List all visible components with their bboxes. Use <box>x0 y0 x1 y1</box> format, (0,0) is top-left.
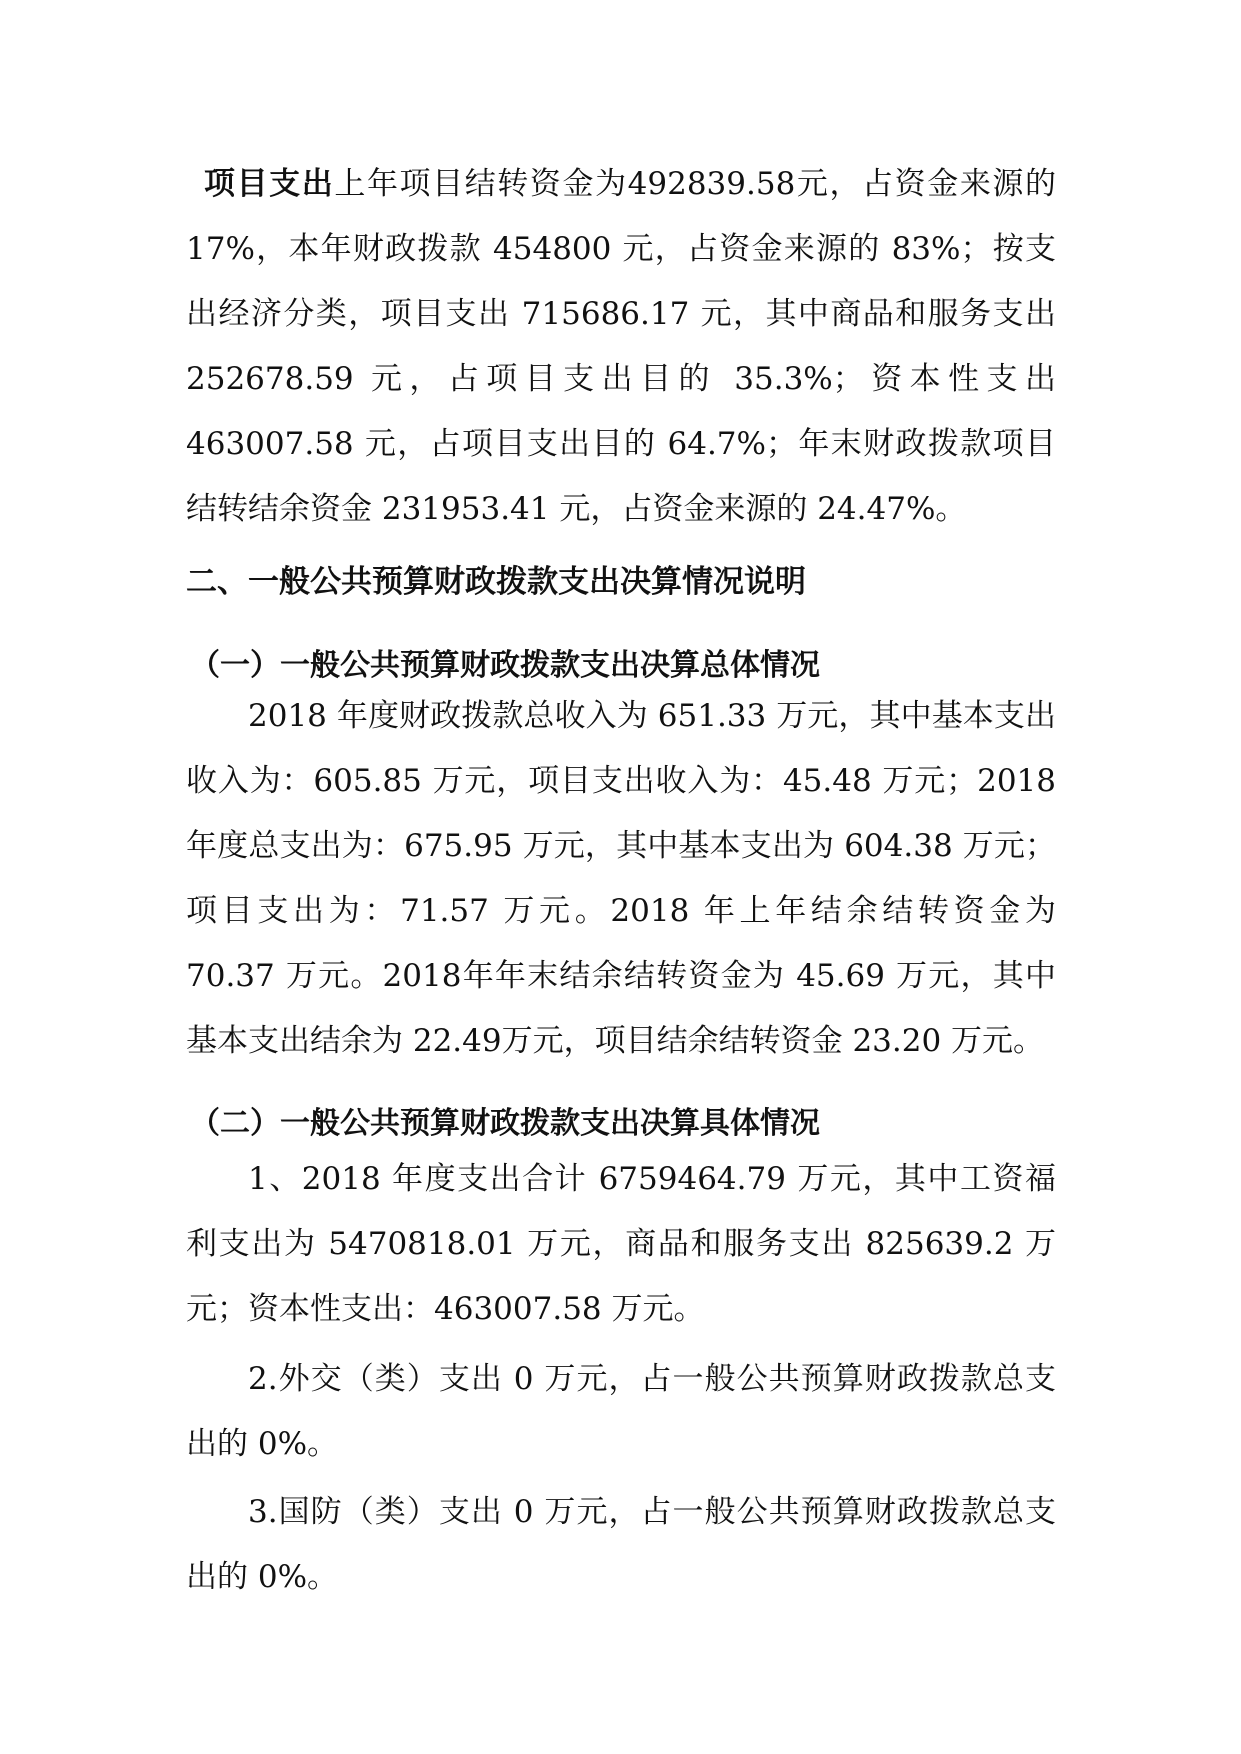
subsection-2-item-1: 1、2018 年度支出合计 6759464.79 万元，其中工资福利支出为 5470818.01 万元，商品和服务支出 825639.2 万元；资本性支出：463007.58 万元。 <box>186 1161 1056 1327</box>
project-expenditure-paragraph <box>186 152 1056 542</box>
subsection-2-title: （二）一般公共预算财政拨款支出决算具体情况 <box>190 1106 820 1141</box>
section-heading: 二、一般公共预算财政拨款支出决算情况说明 <box>186 564 806 600</box>
subsection-2-item-3: 3.国防（类）支出 0 万元，占一般公共预算财政拨款总支出的 0%。 <box>186 1494 1056 1595</box>
project-expenditure-text: 上年项目结转资金为492839.58元，占资金来源的17%，本年财政拨款 454800 元，占资金来源的 83%；按支出经济分类，项目支出 715686.17 元，其中商品和服务支出 252678.59 元，占项目支出目的 35.3%；资本性支出 463007.58 元，占项目支出目的 64.7%；年末财政拨款项目结转结余资金 231953.41 元，占资金来源的 24.47%。 <box>186 166 1057 527</box>
project-expenditure-lead: 项目支出 <box>204 166 335 202</box>
subsection-1-paragraph: 2018 年度财政拨款总收入为 651.33 万元，其中基本支出收入为：605.85 万元，项目支出收入为：45.48 万元；2018 年度总支出为：675.95 万元，其中基本支出为 604.38 万元；项目支出为：71.57 万元。2018 年上年结余结转资金为 70.37 万元。2018年年末结余结转资金为 45.69 万元，其中基本支出结余为 22.49万元，项目结余结转资金 23.20 万元。 <box>186 698 1056 1059</box>
subsection-1-title: （一）一般公共预算财政拨款支出决算总体情况 <box>190 648 820 683</box>
subsection-2-item-2: 2.外交（类）支出 0 万元，占一般公共预算财政拨款总支出的 0%。 <box>186 1361 1056 1462</box>
